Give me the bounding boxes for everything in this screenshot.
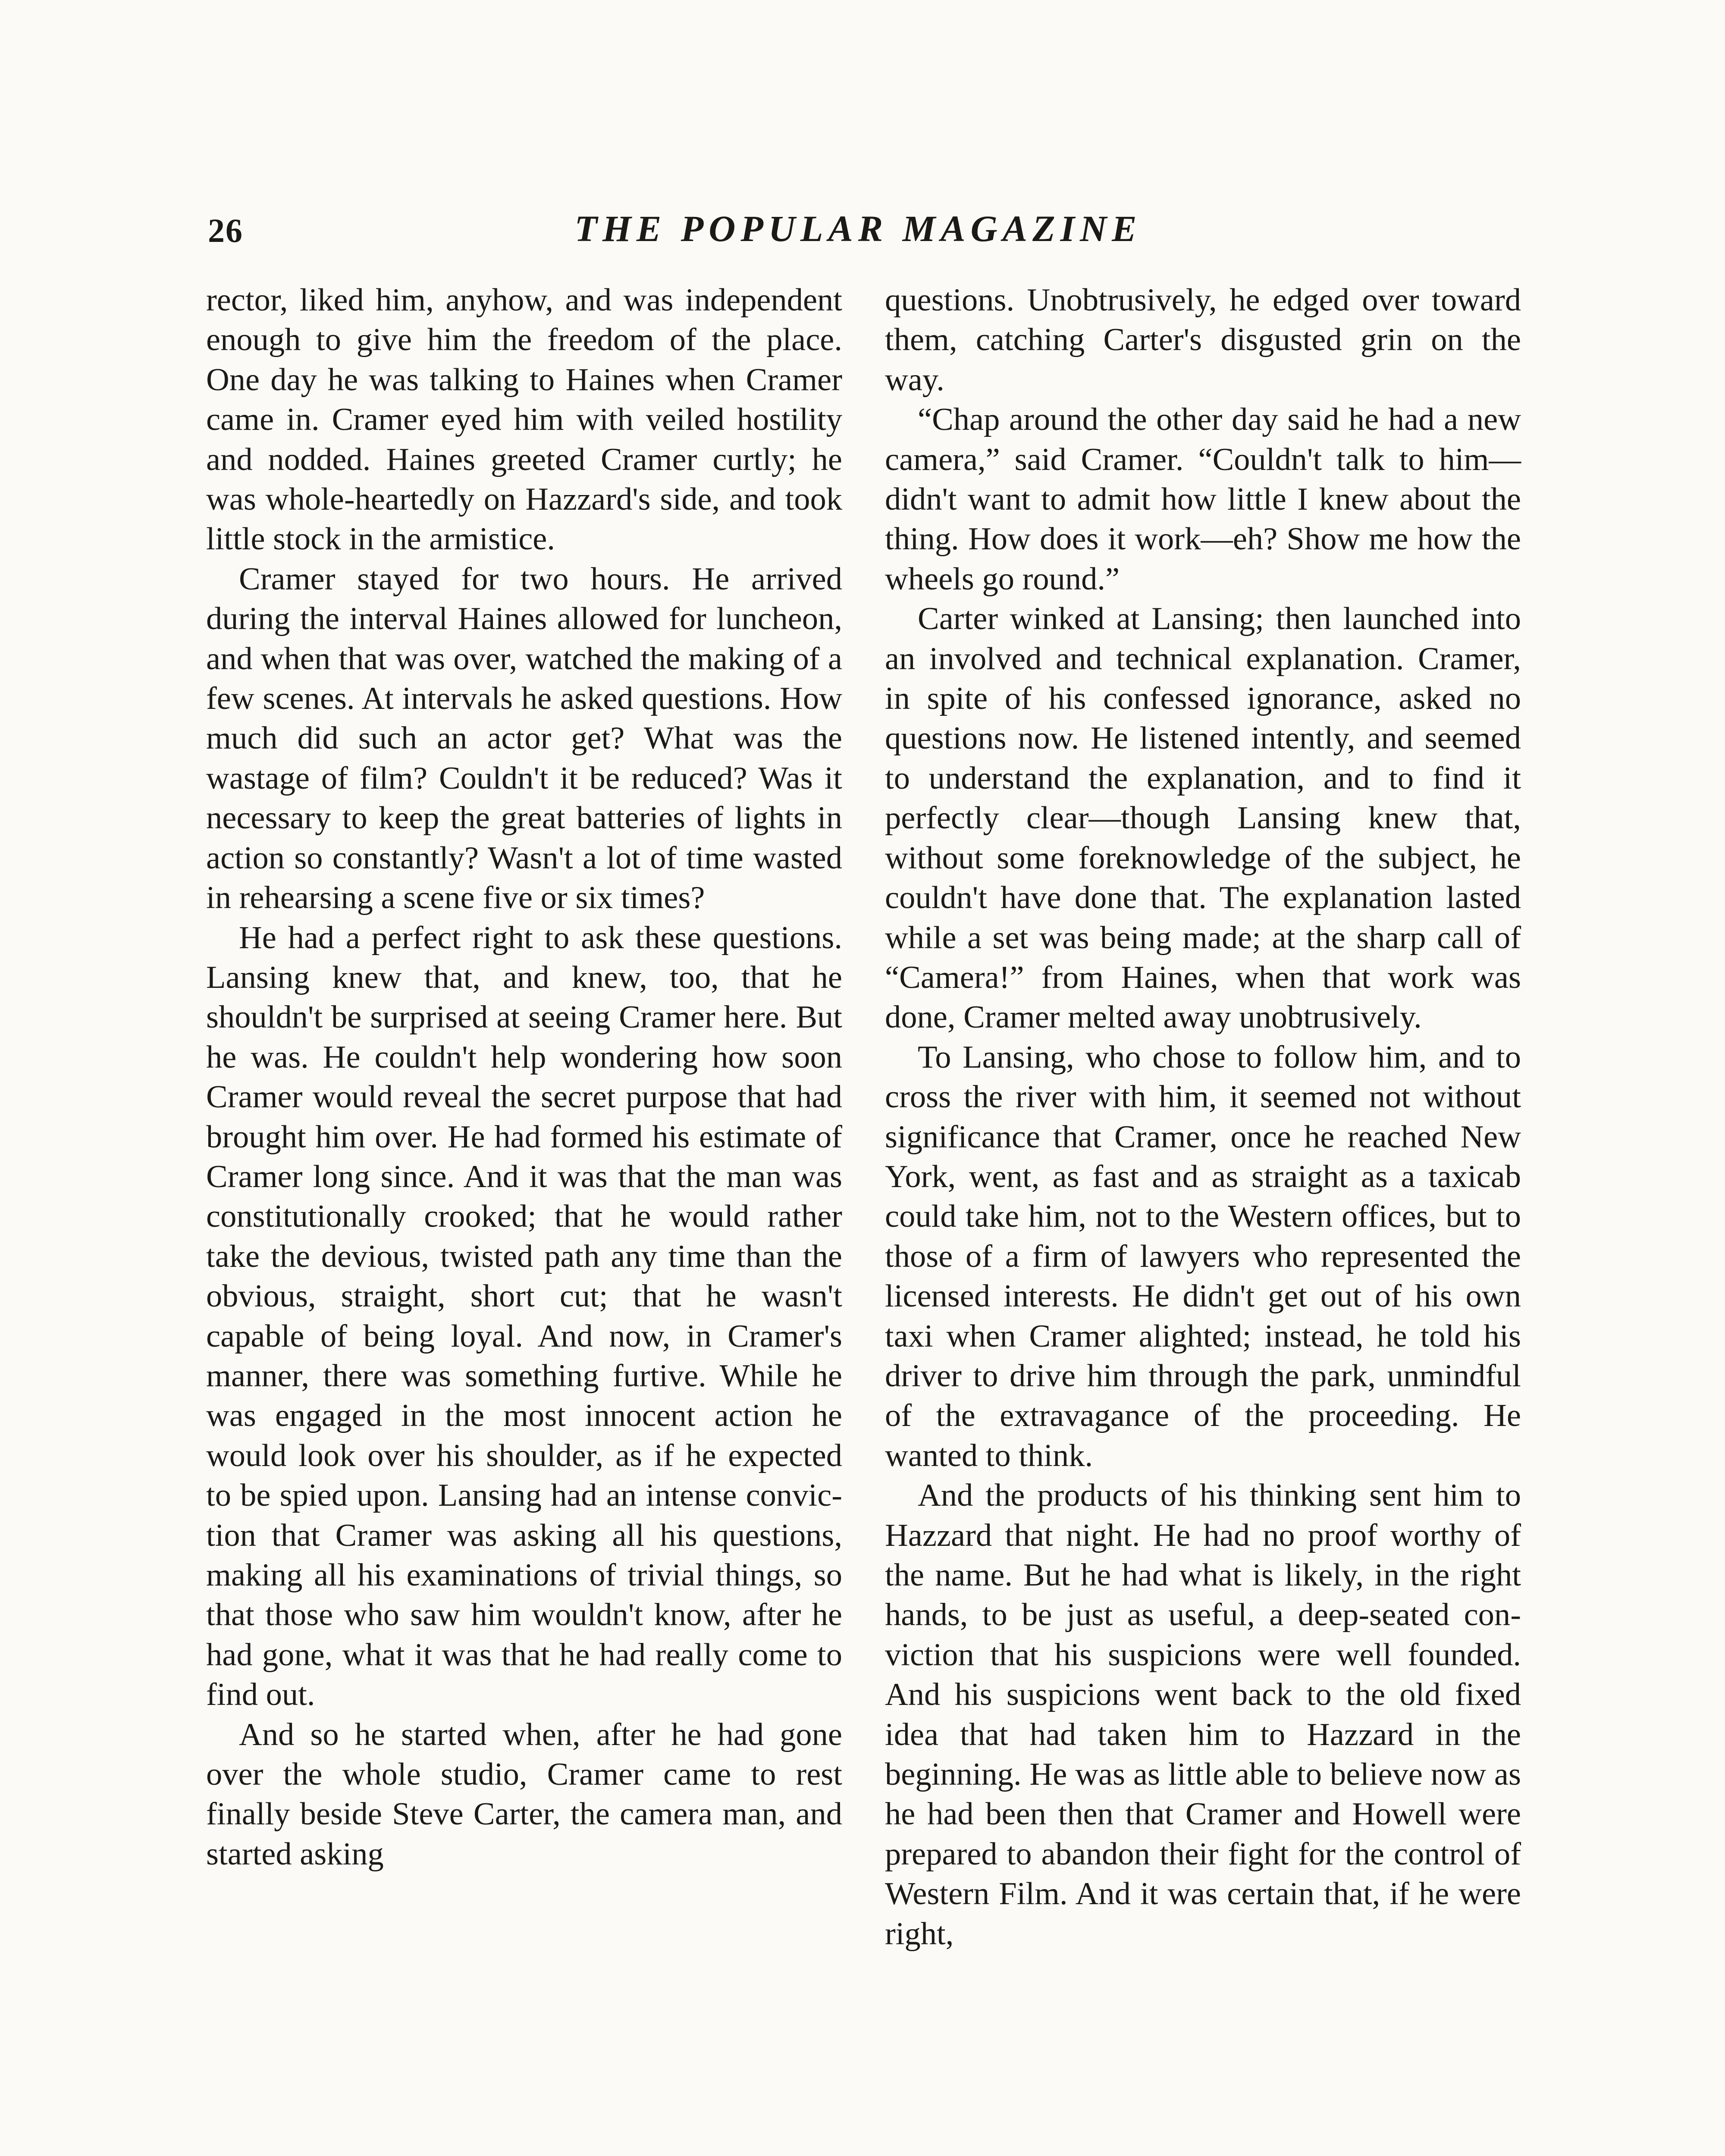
running-head: THE POPULAR MAGAZINE: [574, 208, 1142, 249]
paragraph: rector, liked him, anyhow, and was independent enough to give him the freedom of the place. One day he was talking to Haines when Cramer came in. Cramer eyed him with veiled hostility and nodded. Haines greeted Cramer curtly; he was whole-heartedly on Hazzard's side, and took little stock in the armistice.: [206, 282, 842, 557]
paragraph: “Chap around the other day said he had a new camera,” said Cramer. “Couldn't talk to him—didn't want to admit how little I knew about the thing. How does it work—eh? Show me how the wheels go round.”: [885, 402, 1521, 597]
paragraph: To Lansing, who chose to follow him, and to cross the river with him, it seemed not without significance that Cramer, once he reached New York, went, as fast and as straight as a taxicab could take him, not to the Western offices, but to those of a firm of lawyers who represented the licensed interests. He didn't get out of his own taxi when Cramer alighted; instead, he told his driver to drive him through the park, unmindful of the extravagance of the proceeding. He wanted to think.: [885, 1039, 1521, 1473]
paragraph: questions. Unobtrusively, he edged over toward them, catching Carter's disgusted grin on the way.: [885, 282, 1521, 398]
paragraph: He had a perfect right to ask these questions. Lansing knew that, and knew, too, that he shouldn't be surprised at seeing Cramer here. But he was. He couldn't help wondering how soon Cramer would reveal the secret purpose that had brought him over. He had formed his estimate of Cramer long since. And it was that the man was constitutionally crooked; that he would rather take the devious, twisted path any time than the obvious, straight, short cut; that he wasn't capable of being loyal. And now, in Cramer's manner, there was something furtive. While he was engaged in the most innocent action he would look over his shoulder, as if he expected to be spied upon. Lansing had an intense conviction that Cramer was asking all his questions, making all his examinations of trivial things, so that those who saw him wouldn't know, after he had gone, what it was that he had really come to find out.: [206, 920, 842, 1713]
paragraph: And so he started when, after he had gone over the whole studio, Cramer came to rest finally beside Steve Carter, the camera man, and started asking: [206, 1717, 842, 1872]
paragraph: Cramer stayed for two hours. He arrived during the interval Haines allowed for luncheon, and when that was over, watched the making of a few scenes. At intervals he asked questions. How much did such an actor get? What was the wastage of film? Couldn't it be reduced? Was it necessary to keep the great batteries of lights in action so constantly? Wasn't a lot of time wasted in rehearsing a scene five or six times?: [206, 561, 842, 916]
right-column: [885, 280, 1521, 1954]
page-number: 26: [208, 212, 243, 249]
left-column: [206, 280, 842, 1874]
paragraph: And the products of his thinking sent him to Hazzard that night. He had no proof worthy of the name. But he had what is likely, in the right hands, to be just as useful, a deep-seated conviction that his suspicions were well founded. And his suspicions went back to the old fixed idea that had taken him to Hazzard in the beginning. He was as little able to believe now as he had been then that Cramer and Howell were prepared to abandon their fight for the control of Western Film. And it was certain that, if he were right,: [885, 1478, 1521, 1952]
paragraph: Carter winked at Lansing; then launched into an involved and technical explanation. Cramer, in spite of his confessed ignorance, asked no questions now. He listened intently, and seemed to understand the explanation, and to find it perfectly clear—though Lansing knew that, without some foreknowledge of the subject, he couldn't have done that. The explanation lasted while a set was being made; at the sharp call of “Camera!” from Haines, when that work was done, Cramer melted away unobtrusively.: [885, 601, 1521, 1035]
